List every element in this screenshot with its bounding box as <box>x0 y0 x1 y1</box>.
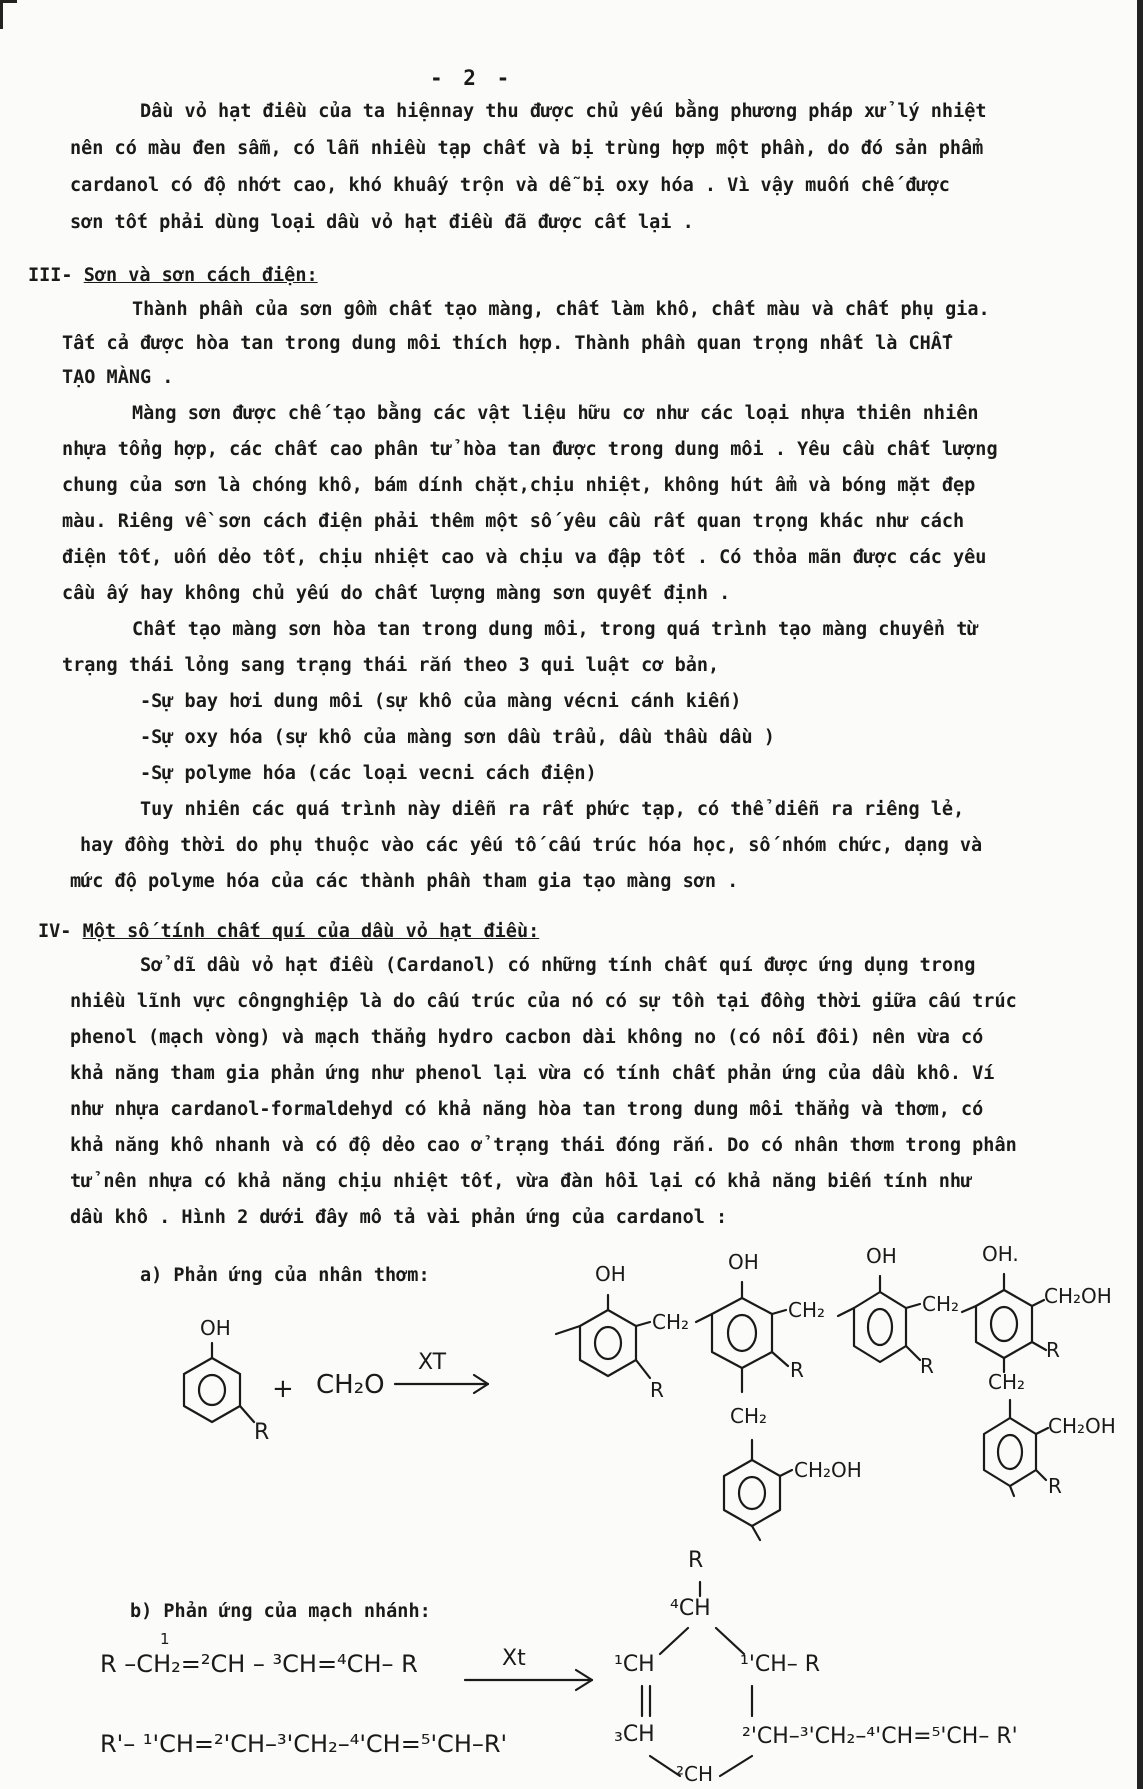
product-ch2oh-3: CH₂OH <box>1048 1414 1116 1438</box>
product-oh-2: OH <box>728 1250 759 1274</box>
product-ring-1 <box>556 1295 650 1378</box>
section-3-line-16: hay đồng thời do phụ thuộc vào các yếu tố cấu trúc hóa học, số nhóm chức, dạng và <box>80 835 983 856</box>
para1-line-4: sơn tốt phải dùng loại dầu vỏ hạt điều đã được cất lại . <box>70 212 694 233</box>
reaction-b-arrow <box>465 1670 592 1690</box>
section-3-line-3: TẠO MÀNG . <box>62 367 174 388</box>
product-ch2-2: CH₂ <box>788 1298 826 1322</box>
para1-line-1: Dầu vỏ hạt điều của ta hiệnnay thu được chủ yếu bằng phương pháp xử lý nhiệt <box>140 101 987 122</box>
section-3-line-11: trạng thái lỏng sang trạng thái rắn theo 3 qui luật cơ bản, <box>62 655 720 676</box>
cyclic-c1-prime: ¹'CH– R <box>740 1652 821 1677</box>
section-3-line-15: Tuy nhiên các quá trình này diễn ra rất phức tạp, có thể diễn ra riêng lẻ, <box>140 799 965 820</box>
product-oh-4: OH. <box>982 1242 1019 1266</box>
reaction-b-label: b) Phản ứng của mạch nhánh: <box>130 1601 431 1622</box>
formaldehyde-reagent: CH₂O <box>316 1370 385 1400</box>
cyclic-c2: ²CH <box>676 1762 714 1786</box>
section-3-number: III- <box>28 265 73 286</box>
product-r-3: R <box>920 1354 934 1378</box>
section-3-line-10: Chất tạo màng sơn hòa tan trong dung môi, trong quá trình tạo màng chuyển từ <box>132 619 979 640</box>
product-ch2-1: CH₂ <box>652 1310 690 1334</box>
section-3-line-5: nhựa tổng hợp, các chất cao phân tử hòa tan được trong dung môi . Yêu cầu chất lượng <box>62 439 998 460</box>
cyclic-r-top: R <box>688 1548 704 1573</box>
section-3-line-4: Màng sơn được chế tạo bằng các vật liệu hữu cơ như các loại nhựa thiên nhiên <box>132 403 979 424</box>
plus-sign: + <box>272 1374 294 1404</box>
section-4-line-2: nhiều lĩnh vực côngnghiệp là do cấu trúc của nó có sự tồn tại đồng thời giữa cấu trúc <box>70 991 1017 1012</box>
section-3-bullet-2: -Sự oxy hóa (sự khô của màng sơn dầu trẩu, dầu thầu dầu ) <box>140 727 775 748</box>
cyclic-c4: ⁴CH <box>670 1596 711 1621</box>
product-ch2-5: CH₂ <box>988 1370 1026 1394</box>
product-oh-1: OH <box>595 1262 626 1286</box>
product-ch2-3: CH₂ <box>922 1292 960 1316</box>
section-4-line-7: tử nên nhựa có khả năng chịu nhiệt tốt, vừa đàn hồi lại có khả năng biến tính như <box>70 1171 973 1192</box>
cyclic-tail-chain: ²'CH–³'CH₂–⁴'CH=⁵'CH– R' <box>742 1724 1018 1749</box>
product-ring-5 <box>724 1440 792 1540</box>
product-oh-3: OH <box>866 1244 897 1268</box>
reactant-benzene-ring <box>184 1343 254 1422</box>
section-4-line-8: dầu khô . Hình 2 dưới đây mô tả vài phản ứng của cardanol : <box>70 1207 728 1228</box>
reactant-oh: OH <box>200 1316 231 1340</box>
para1-line-2: nên có màu đen sẫm, có lẫn nhiều tạp chất và bị trùng hợp một phần, do đó sản phẩm <box>70 138 984 159</box>
page-number: - 2 - <box>430 66 514 90</box>
section-4-line-1: Sở dĩ dầu vỏ hạt điều (Cardanol) có những tính chất quí được ứng dụng trong <box>140 955 976 976</box>
reactant-1-carbon-number: 1 <box>160 1630 170 1648</box>
product-ring-4 <box>962 1274 1046 1372</box>
cyclic-c3: ₃CH <box>614 1722 655 1747</box>
section-3-line-9: cầu ấy hay không chủ yếu do chất lượng màng sơn quyết định . <box>62 583 731 604</box>
section-3-line-17: mức độ polyme hóa của các thành phần tham gia tạo màng sơn . <box>70 871 739 892</box>
product-ch2-4: CH₂ <box>730 1404 768 1428</box>
section-3-title: Sơn và sơn cách điện: <box>83 265 318 286</box>
product-r-4: R <box>1046 1338 1060 1362</box>
reactant-2-formula: R'– ¹'CH=²'CH–³'CH₂–⁴'CH=⁵'CH–R' <box>100 1730 508 1758</box>
reaction-a-arrow <box>395 1375 488 1393</box>
section-3-line-1: Thành phần của sơn gồm chất tạo màng, chất làm khô, chất màu và chất phụ gia. <box>132 299 990 320</box>
section-3-line-7: màu. Riêng về sơn cách điện phải thêm một số yêu cầu rất quan trọng khác như cách <box>62 511 965 532</box>
section-3-line-6: chung của sơn là chóng khô, bám dính chặt,chịu nhiệt, không hút ẩm và bóng mặt đẹp <box>62 475 976 496</box>
section-4-title: Một số tính chất quí của dầu vỏ hạt điều: <box>82 921 540 942</box>
reactant-1-formula: R –CH₂=²CH – ³CH=⁴CH– R <box>100 1650 418 1678</box>
section-4-line-5: như nhựa cardanol-formaldehyd có khả năng hòa tan trong dung môi thẳng và thơm, có <box>70 1099 984 1120</box>
section-3-bullet-3: -Sự polyme hóa (các loại vecni cách điện) <box>140 763 597 784</box>
reaction-a-catalyst: XT <box>418 1350 447 1375</box>
product-r-2: R <box>790 1358 804 1382</box>
section-3-line-8: điện tốt, uốn dẻo tốt, chịu nhiệt cao và chịu va đập tốt . Có thỏa mãn được các yêu <box>62 547 987 568</box>
product-ch2oh-1: CH₂OH <box>1044 1284 1112 1308</box>
product-ring-2 <box>696 1282 788 1392</box>
section-3-bullet-1: -Sự bay hơi dung môi (sự khô của màng vécni cánh kiến) <box>140 691 742 712</box>
section-4-number: IV- <box>38 921 72 942</box>
reaction-b-catalyst: Xt <box>502 1646 526 1671</box>
section-4-line-6: khả năng khô nhanh và có độ dẻo cao ở trạng thái đóng rắn. Do có nhân thơm trong phân <box>70 1135 1017 1156</box>
section-4-line-3: phenol (mạch vòng) và mạch thẳng hydro cacbon dài không no (có nối đôi) nên vừa có <box>70 1027 984 1048</box>
para1-line-3: cardanol có độ nhớt cao, khó khuấy trộn và dễ bị oxy hóa . Vì vậy muốn chế được <box>70 175 950 196</box>
product-r-1: R <box>650 1378 664 1402</box>
product-ring-6 <box>984 1400 1048 1496</box>
section-4-line-4: khả năng tham gia phản ứng như phenol lại vừa có tính chất phản ứng của dầu khô. Ví <box>70 1063 995 1084</box>
section-3-line-2: Tất cả được hòa tan trong dung môi thích hợp. Thành phần quan trọng nhất là CHẤT <box>62 333 954 354</box>
product-ring-3 <box>838 1276 920 1362</box>
cyclic-c1: ¹CH <box>614 1652 655 1677</box>
product-ch2oh-2: CH₂OH <box>794 1458 862 1482</box>
reactant-r: R <box>254 1420 270 1445</box>
reaction-a-label: a) Phản ứng của nhân thơm: <box>140 1265 430 1286</box>
product-r-5: R <box>1048 1474 1062 1498</box>
